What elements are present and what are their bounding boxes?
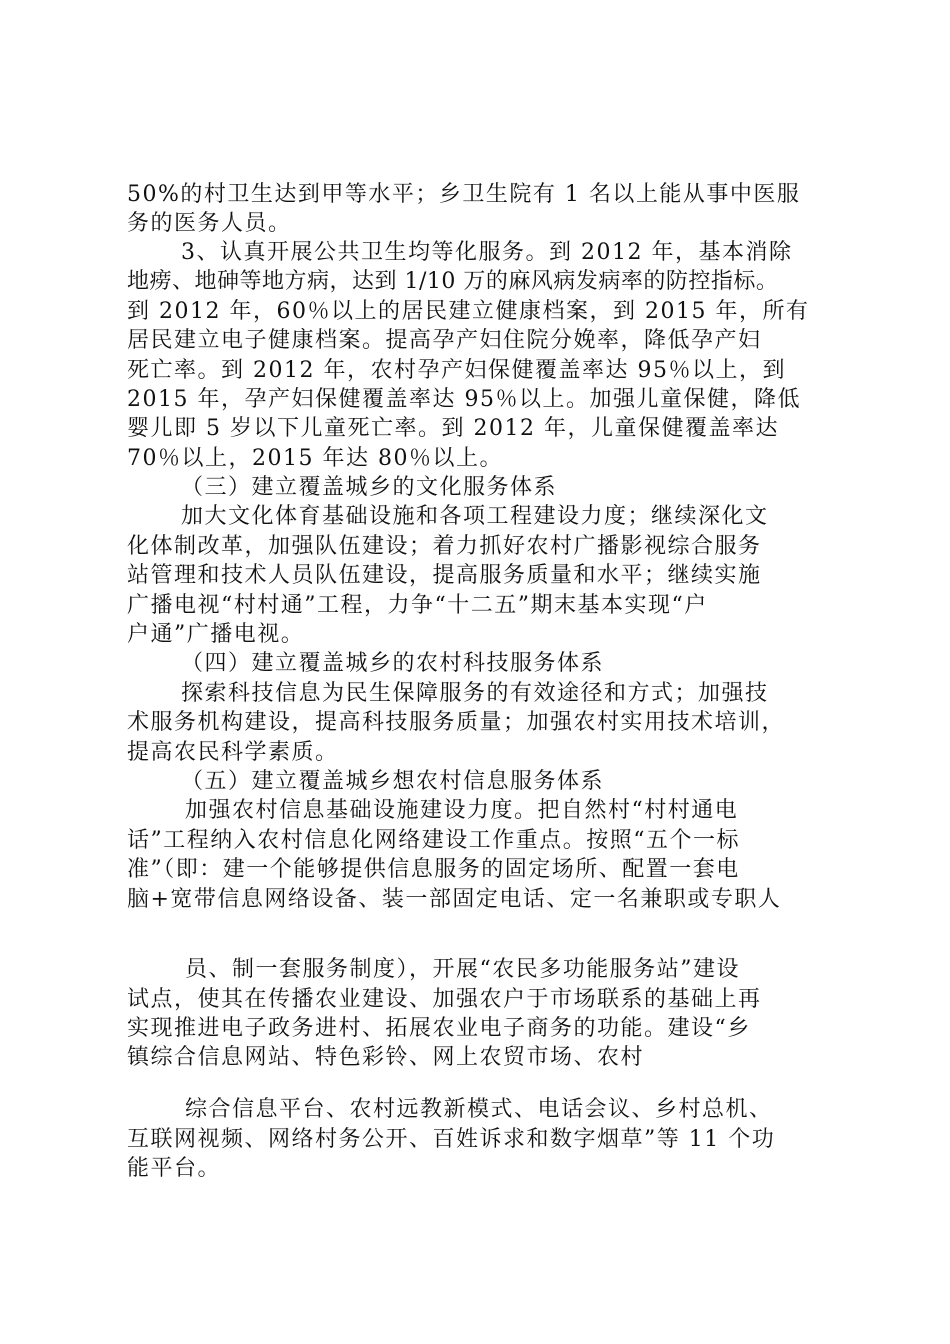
paragraph-line: 脑+宽带信息网络设备、装一部固定电话、定一名兼职或专职人 xyxy=(127,887,782,912)
paragraph-line: 综合信息平台、农村远教新模式、电话会议、乡村总机、 xyxy=(185,1097,773,1122)
paragraph-line: 准”（即：建一个能够提供信息服务的固定场所、配置一套电 xyxy=(127,857,740,882)
section-heading: （三）建立覆盖城乡的文化服务体系 xyxy=(181,475,558,500)
paragraph-line: 化体制改革，加强队伍建设；着力抓好农村广播影视综合服务 xyxy=(127,534,762,559)
paragraph-line: 实现推进电子政务进村、拓展农业电子商务的功能。建设“乡 xyxy=(127,1016,751,1041)
paragraph-line: 居民建立电子健康档案。提高孕产妇住院分娩率，降低孕产妇 xyxy=(127,328,762,353)
paragraph-line: 提高农民科学素质。 xyxy=(127,740,339,765)
paragraph-line: 话”工程纳入农村信息化网络建设工作重点。按照“五个一标 xyxy=(127,828,740,853)
section-heading: （五）建立覆盖城乡想农村信息服务体系 xyxy=(181,769,605,794)
paragraph-line: 加强农村信息基础设施建设力度。把自然村“村村通电 xyxy=(185,798,739,823)
paragraph-line: 加大文化体育基础设施和各项工程建设力度；继续深化文 xyxy=(181,504,769,529)
paragraph-line: 站管理和技术人员队伍建设，提高服务质量和水平；继续实施 xyxy=(127,563,762,588)
paragraph-line: 互联网视频、网络村务公开、百姓诉求和数字烟草”等 11 个功 xyxy=(127,1127,776,1152)
paragraph-line: 能平台。 xyxy=(127,1156,222,1181)
paragraph-line: 3、认真开展公共卫生均等化服务。到 2012 年，基本消除 xyxy=(181,240,793,265)
paragraph-line: 50%的村卫生达到甲等水平；乡卫生院有 1 名以上能从事中医服 xyxy=(127,182,801,207)
paragraph-line: 镇综合信息网站、特色彩铃、网上农贸市场、农村 xyxy=(127,1045,645,1070)
paragraph-line: 到 2012 年，60％以上的居民建立健康档案，到 2015 年，所有 xyxy=(127,299,810,324)
paragraph-line: 广播电视“村村通”工程，力争“十二五”期末基本实现“户 xyxy=(127,593,708,618)
paragraph-line: 死亡率。到 2012 年，农村孕产妇保健覆盖率达 95％以上，到 xyxy=(127,358,786,383)
section-heading: （四）建立覆盖城乡的农村科技服务体系 xyxy=(181,651,605,676)
paragraph-line: 术服务机构建设，提高科技服务质量；加强农村实用技术培训， xyxy=(127,710,786,735)
paragraph-line: 70％以上，2015 年达 80％以上。 xyxy=(127,446,503,471)
paragraph-line: 婴儿即 5 岁以下儿童死亡率。到 2012 年，儿童保健覆盖率达 xyxy=(127,416,779,441)
paragraph-line: 试点，使其在传播农业建设、加强农户于市场联系的基础上再 xyxy=(127,987,762,1012)
paragraph-line: 户通”广播电视。 xyxy=(127,622,305,647)
paragraph-line: 员、制一套服务制度），开展“农民多功能服务站”建设 xyxy=(185,957,740,982)
paragraph-line: 务的医务人员。 xyxy=(127,211,292,236)
paragraph-line: 探索科技信息为民生保障服务的有效途径和方式；加强技 xyxy=(181,681,769,706)
paragraph-line: 地痨、地砷等地方病，达到 1/10 万的麻风病发病率的防控指标。 xyxy=(127,269,779,294)
paragraph-line: 2015 年，孕产妇保健覆盖率达 95％以上。加强儿童保健，降低 xyxy=(127,387,801,412)
